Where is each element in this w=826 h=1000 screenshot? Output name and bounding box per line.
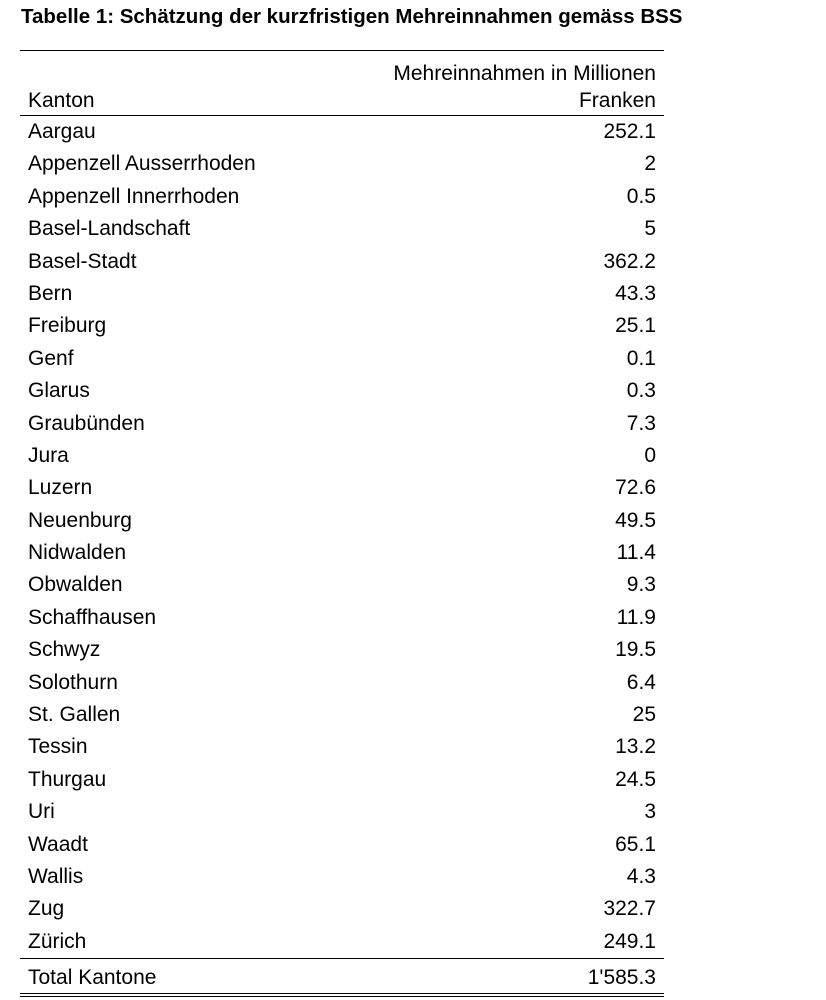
row-kanton: Zug: [28, 897, 65, 921]
total-label: Total Kantone: [28, 966, 157, 990]
row-value: 0: [644, 443, 656, 467]
row-kanton: Appenzell Ausserrhoden: [28, 152, 256, 176]
table-row: [20, 634, 664, 666]
row-value: 25.1: [615, 314, 656, 338]
row-kanton: Basel-Landschaft: [28, 217, 191, 241]
table-row: [20, 796, 664, 828]
row-value: 5: [644, 217, 656, 241]
row-value: 0.5: [626, 184, 656, 208]
row-kanton: Appenzell Innerrhoden: [28, 184, 240, 208]
row-value: 72.6: [615, 476, 656, 500]
row-kanton: St. Gallen: [28, 703, 121, 727]
table-row: [20, 537, 664, 569]
row-kanton: Solothurn: [28, 670, 118, 694]
total-value: 1'585.3: [587, 966, 656, 990]
table-row: [20, 213, 664, 245]
row-kanton: Graubünden: [28, 411, 145, 435]
row-value: 19.5: [615, 638, 656, 662]
header-value: [296, 60, 656, 114]
row-kanton: Schwyz: [28, 638, 101, 662]
table-row: [20, 246, 664, 278]
table-title: Tabelle 1: Schätzung der kurzfristigen Mehreinnahmen gemäss BSS: [21, 5, 683, 28]
row-kanton: Waadt: [28, 832, 88, 856]
row-value: 0.3: [626, 379, 656, 403]
row-kanton: Schaffhausen: [28, 605, 157, 629]
table-row: [20, 375, 664, 407]
row-value: 7.3: [626, 411, 656, 435]
table-row: [20, 569, 664, 601]
row-value: 9.3: [626, 573, 656, 597]
table-row: [20, 116, 664, 148]
row-kanton: Nidwalden: [28, 541, 127, 565]
row-value: 252.1: [603, 120, 656, 143]
table-row: [20, 667, 664, 699]
table-row: [20, 699, 664, 731]
row-kanton: Zürich: [28, 929, 87, 953]
row-kanton: Uri: [28, 800, 55, 824]
row-value: 3: [644, 800, 656, 824]
row-kanton: Jura: [28, 443, 69, 467]
row-value: 249.1: [603, 929, 656, 953]
row-kanton: Freiburg: [28, 314, 107, 338]
row-value: 13.2: [615, 735, 656, 759]
revenue-table: [20, 50, 664, 997]
row-kanton: Luzern: [28, 476, 93, 500]
row-kanton: Bern: [28, 281, 73, 305]
table-row: [20, 829, 664, 861]
row-kanton: Obwalden: [28, 573, 123, 597]
table-total-row: [20, 958, 664, 993]
table-row: [20, 505, 664, 537]
table-row: [20, 861, 664, 893]
row-kanton: Tessin: [28, 735, 88, 759]
table-row: [20, 731, 664, 763]
row-value: 43.3: [615, 281, 656, 305]
row-value: 362.2: [603, 249, 656, 273]
row-kanton: Neuenburg: [28, 508, 132, 532]
row-kanton: Aargau: [28, 120, 96, 143]
table-row: [20, 440, 664, 472]
table-row: [20, 472, 664, 504]
table-row: [20, 408, 664, 440]
row-value: 6.4: [626, 670, 656, 694]
row-value: 2: [644, 152, 656, 176]
table-row: [20, 893, 664, 925]
row-value: 4.3: [626, 864, 656, 888]
row-value: 322.7: [603, 897, 656, 921]
table-row: [20, 764, 664, 796]
table-row: [20, 278, 664, 310]
header-kanton: Kanton: [28, 89, 95, 112]
table-row: [20, 310, 664, 342]
table-header: [20, 51, 664, 116]
table-row: [20, 602, 664, 634]
row-kanton: Thurgau: [28, 767, 107, 791]
header-value-line2: Franken: [578, 89, 656, 112]
row-value: 65.1: [615, 832, 656, 856]
table-row: [20, 148, 664, 180]
table-row: [20, 926, 664, 958]
row-value: 11.4: [616, 541, 656, 565]
table-body: [20, 116, 664, 958]
row-value: 49.5: [615, 508, 656, 532]
row-kanton: Genf: [28, 346, 74, 370]
row-kanton: Basel-Stadt: [28, 249, 137, 273]
row-value: 11.9: [616, 605, 656, 629]
row-value: 25: [632, 703, 656, 727]
header-value-line1: Mehreinnahmen in Millionen: [393, 62, 656, 85]
row-kanton: Glarus: [28, 379, 90, 403]
row-value: 24.5: [615, 767, 656, 791]
table-row: [20, 343, 664, 375]
row-value: 0.1: [626, 346, 656, 370]
row-kanton: Wallis: [28, 864, 84, 888]
table-row: [20, 181, 664, 213]
